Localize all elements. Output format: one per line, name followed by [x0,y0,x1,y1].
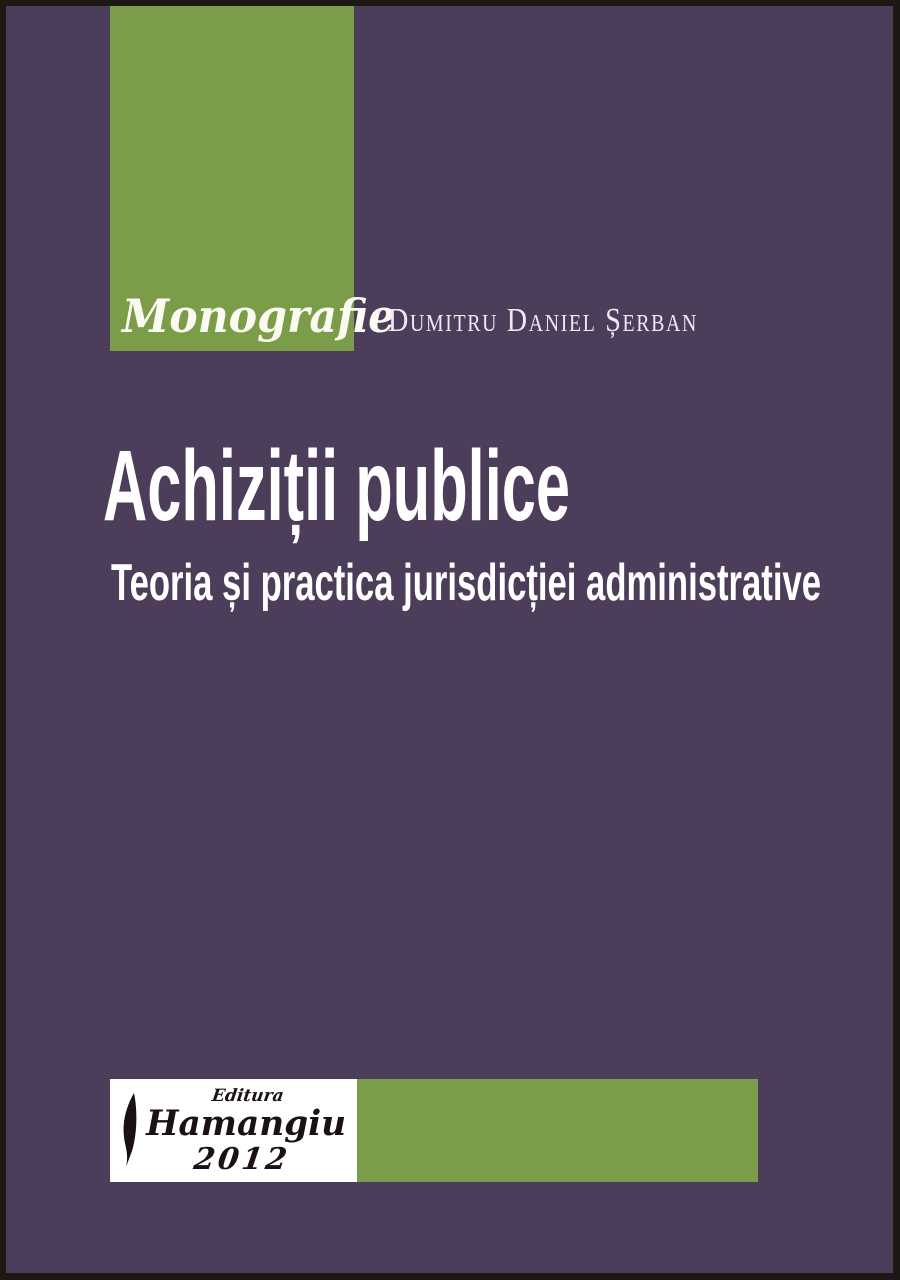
accent-strip [357,1079,758,1182]
series-band [110,6,396,351]
publisher-name: Hamangiu [146,1103,347,1144]
publisher-imprint: Editura [210,1086,285,1106]
quill-icon [118,1091,144,1171]
series-label: Monografie [122,289,396,343]
publisher-band [110,1079,758,1182]
publisher-year: 2012 [191,1142,293,1177]
publisher-logo-box [110,1079,357,1182]
book-subtitle: Teoria și practica jurisdicției administrative [111,554,821,612]
cover-background [6,6,893,1273]
book-title: Achiziții publice [103,430,570,542]
author-name: Dumitru Daniel Șerban [388,302,698,339]
